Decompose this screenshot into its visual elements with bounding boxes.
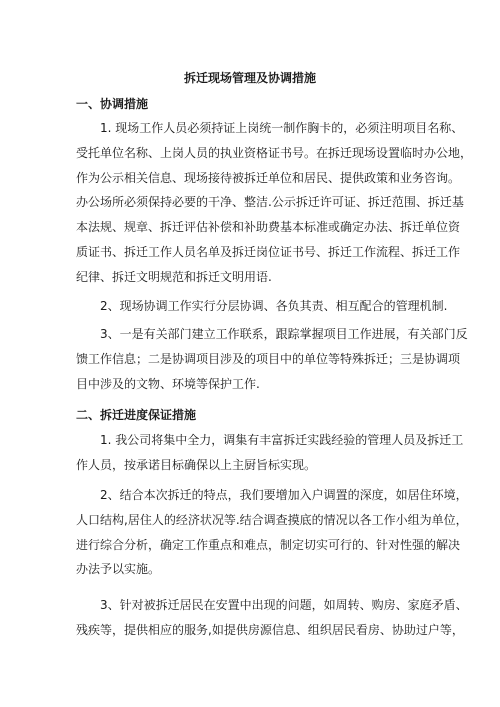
text-line: 3、一是有关部门建立工作联系，跟踪掌握项目工作进展，有关部门反	[100, 327, 468, 341]
document-title: 拆迁现场管理及协调措施	[183, 71, 316, 85]
paragraph-progress-1	[76, 428, 464, 478]
text-line: 1. 现场工作人员必须持证上岗统一制作胸卡的，必须注明项目名称、	[100, 121, 464, 135]
paragraph-coordination-3	[76, 322, 468, 396]
text-line: 受托单位名称、上岗人员的执业资格证书号。在拆迁现场设置临时办公地，	[76, 145, 473, 160]
text-line: 本法规、规章、拆迁评估补偿和补助费基本标准或确定办法、拆迁单位资	[76, 220, 461, 235]
text-line: 残疾等，提供相应的服务,如提供房源信息、组织居民看房、协助过户等，	[76, 622, 464, 637]
text-line: 2、现场协调工作实行分层协调、各负其责、相互配合的管理机制.	[100, 299, 448, 313]
text-line: 人口结构,居住人的经济状况等.结合调查摸底的情况以各工作小组为单位，	[76, 512, 468, 527]
text-line: 作人员，按承诺目标确保以上主厨旨标实现。	[76, 457, 317, 472]
text-line: 2、结合本次拆迁的特点，我们要增加入户调置的深度，如居住环境，	[100, 488, 468, 502]
paragraph-progress-2	[76, 483, 468, 582]
text-line: 作为公示相关信息、现场接待被拆迁单位和居民、提供政策和业务咨询。	[76, 170, 461, 185]
paragraph-coordination-2	[76, 294, 448, 319]
section-heading-progress: 二、拆迁进度保证措施	[76, 408, 197, 422]
text-line: 质证书、拆迁工作人员名单及拆迁岗位证书号、拆迁工作流程、拆迁工作	[76, 244, 461, 259]
paragraph-progress-3	[76, 593, 468, 643]
text-line: 馈工作信息；二是协调项目涉及的项目中的单位等特殊拆迁；三是协调项	[76, 351, 461, 366]
text-line: 1. 我公司将集中全力，调集有丰富拆迁实践经验的管理人员及拆迁工	[100, 433, 464, 447]
text-line: 办法予以实施。	[76, 562, 161, 577]
text-line: 3、针对被拆迁居民在安置中出现的问题，如周转、购房、家庭矛盾、	[100, 598, 468, 612]
text-line: 纪律、拆迁文明规范和拆迁文明用语.	[76, 269, 272, 284]
text-line: 进行综合分析，确定工作重点和难点，制定切实可行的、针对性强的解决	[76, 537, 461, 552]
text-line: 目中涉及的文物、环境等保护工作.	[76, 376, 260, 391]
text-line: 办公场所必须保持必要的干净、整洁.公示拆迁许可证、拆迁范围、拆迁基	[76, 195, 464, 210]
paragraph-coordination-1	[76, 116, 473, 290]
section-heading-coordination: 一、协调措施	[76, 97, 149, 111]
